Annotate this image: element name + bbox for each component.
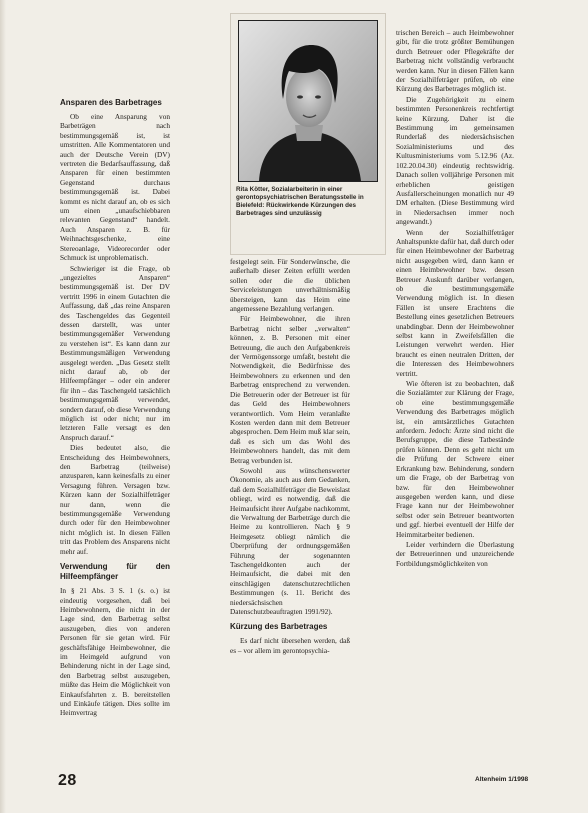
- paragraph: festgelegt sein. Für Sonderwünsche, die außerhalb dieser Zeiten erfüllt werden sollen oder die die üblichen Serviceleistungen unverhältnismäßig übersteigen, kann das Heim eine angemessene Bezahlung verlangen.: [230, 257, 350, 314]
- photo-caption: Rita Kötter, Sozialarbeiterin in einer gerontopsychiatrischen Beratungsstelle in Bielefeld: Rückwirkende Kürzungen des Barbetrages sind unzulässig: [236, 186, 364, 218]
- paragraph: Die Zugehörigkeit zu einem bestimmten Personenkreis rechtfertigt keine Kürzung. Daher ist die Bestimmung im gemeinsamen Runderlaß des niedersächsischen Sozialministeriums und des Kultusministeriums vom 5.12.96 (Az. 102.20.04.30) eindeutig rechtswidrig. Danach sollen volljährige Personen mit erheblichen geistigen Ausfallerscheinungen monatlich nur 49 DM erhalten. (Diese Bestimmung wird in Niedersachsen immer noch angewandt.): [396, 94, 514, 227]
- paragraph: Für Heimbewohner, die ihren Barbetrag nicht selber „verwalten“ können, z. B. Personen mit einer Betreuung, die auch den Aufgabenkreis der Vermögenssorge umfaßt, besteht die Notwendigkeit, die Bedürfnisse des Heimbewohners zu erkennen und den Barbetrag entsprechend zu verwenden. Die Betreuerin oder der Betreuer ist für das Geld des Heimbewohners verantwortlich. Vom Heim veranlaßte Kosten werden dann mit dem Betreuer abgesprochen. Dem Heim muß klar sein, daß es sich um das Wohl des Heimbewohners handelt, das mit dem Betrag verbunden ist.: [230, 314, 350, 465]
- paragraph: Ob eine Ansparung von Barbeträgen nach bestimmungsgemäß ist, ist umstritten. Alle Kommentatoren und auch der Deutsche Verein (DV) vertreten die Bedarfsauffassung, daß Ansparen für einen bestimmten Gegenstand durchaus bestimmungsgemäß ist. Dabei kommt es nicht darauf an, ob es sich um einen „unaufschiebbaren relevanten Gegenstand“ handelt. Auch Ansparen z. B. für Weihnachtsgeschenke, eine Stereoanlage, Videorecorder oder Schmuck ist unproblematisch.: [60, 112, 170, 263]
- paragraph: Sowohl aus wünschenswerter Ökonomie, als auch aus dem Gedanken, daß dem Sozialhilfeträger die Beweislast obliegt, wird es notwendig, daß die Heimaufsicht ihrer Aufgabe nachkommt, die Verwaltung der Barbeträge durch die Heime zu kontrollieren. Nach § 9 Heimgesetz obliegt nämlich die Überprüfung der ordnungsgemäßen Führung der sogenannten Taschengeldkonten auch der Heimaufsicht, die dabei mit den einschlägigen datenschutzrechtlichen Bestimmungen (s. 11. Bericht des niedersächsischen Datenschutzbeauftragten 1991/92).: [230, 465, 350, 617]
- subheading-ansparen: Ansparen des Barbetrages: [60, 98, 162, 107]
- paragraph: Wenn der Sozialhilfeträger Anhaltspunkte dafür hat, daß durch oder für einen Heimbewohner der Barbetrag nicht ausgegeben wird, dann kann er einen Heimbewohner bzw. dessen Betreuer Auskunft darüber verlangen, ob die bestimmungsgemäße Verwendung möglich ist. In diesen Fällen ist unsere Erachtens die Bestellung eines gesetzlichen Betreuers unabdingbar. Denn der Heimbewohner selbst kann in Zweifelsfällen die Leistungen verwehrt werden. Hier braucht es einen neutralen Dritten, der die Interessen des Heimbewohners vertritt.: [396, 227, 514, 378]
- photo-box: [230, 13, 386, 255]
- paragraph: trischen Bereich – auch Heimbewohner gibt, für die trotz größter Bemühungen durch Betreuer oder Pflegekräfte der Barbetrag nicht vollständig verbraucht werden kann. Nur in diesen Fällen kann der Sozialhilfeträger prüfen, ob eine Kürzung des Barbetrages möglich ist.: [396, 28, 514, 94]
- paragraph: Wie öfteren ist zu beobachten, daß die Sozialämter zur Klärung der Frage, ob eine bestimmungsgemäße Verwendung des Barbetrages möglich ist, ein amtsärztliches Gutachten anfordern. Jedoch: Ärzte sind nicht die Berufsgruppe, die diese Tatbestände prüfen können. Denn es geht nicht um die Prüfung der Schwere einer Erkrankung bzw. Behinderung, sondern um die Frage, ob der Barbetrag von bzw. für den Heimbewohner ausgegeben werden kann, und diese Frage kann nur der Heimbewohner selbst oder sein Betreuer beantworten und ggf. hierbei eventuell der Hilfe der Heimmitarbeiter bedienen.: [396, 379, 514, 539]
- portrait-image: [239, 21, 377, 181]
- paragraph: Es darf nicht übersehen werden, daß es – vor allem im gerontopsychia-: [230, 636, 350, 655]
- issue-label: Altenheim 1/1998: [475, 776, 529, 783]
- subheading-kuerzung: Kürzung des Barbetrages: [230, 622, 328, 632]
- page-number: 28: [58, 772, 77, 789]
- text-column-right: [396, 28, 514, 569]
- text-column-left: [60, 98, 170, 719]
- portrait-photo: [238, 20, 378, 182]
- subheading-verwendung: Verwendung für den Hilfeempfänger: [60, 562, 170, 582]
- paragraph: Leider verhindern die Überlastung der Betreuerinnen und unzureichende Fortbildungsmöglichkeiten von: [396, 539, 514, 568]
- page-binding-shadow: [0, 0, 6, 813]
- paragraph: Schwieriger ist die Frage, ob „ungezieltes Ansparen“ bestimmungsgemäß ist. Der DV vertritt 1996 in einem Gutachten die Auffassung, daß „das reine Ansparen des Taschengeldes das Gegenteil dessen darstellt, was unter bestimmungsgemäßer Verwendung zu verstehen ist“. Es kann dann zur Bestimmungsmäßigen Verwendung ausgelegt werden. „Das Gesetz stellt nicht darauf ab, ob der Hilfeempfänger – oder ein anderer für ihn – das Taschengeld tatsächlich bestimmungsgemäß verwendet, sondern darauf, ob diese Verwendung möglich ist oder nicht; nur im letzteren Falle versagt es den Anspruch darauf.“: [60, 263, 170, 442]
- paragraph: In § 21 Abs. 3 S. 1 (s. o.) ist eindeutig vorgesehen, daß bei Heimbewohnern, die nicht in der Lage sind, den Barbetrag selbst auszugeben, dies von anderen Personen für sie getan wird. Für geschäftsfähige Heimbewohner, die im Heimgeld aufgrund von Behinderung nicht in der Lage sind, den Barbetrag selbst auszugeben, müßte das Heim die Möglichkeit von Einkaufsfahrten z. B. bereitstellen und Einkäufe tätigen. Dies sollte im Heimvertrag: [60, 586, 170, 718]
- text-column-middle: [230, 257, 350, 656]
- paragraph: Dies bedeutet also, die Entscheidung des Heimbewohners, den Barbetrag (teilweise) anzusparen, kann keinesfalls zu einer Versagung führen. Versagen bzw. Kürzen kann der Sozialhilfeträger nur dann, wenn die bestimmungsgemäße Verwendung durch oder für den Heimbewohner nicht möglich ist. In diesen Fällen tritt das Problem des Ansparens nicht mehr auf.: [60, 443, 170, 556]
